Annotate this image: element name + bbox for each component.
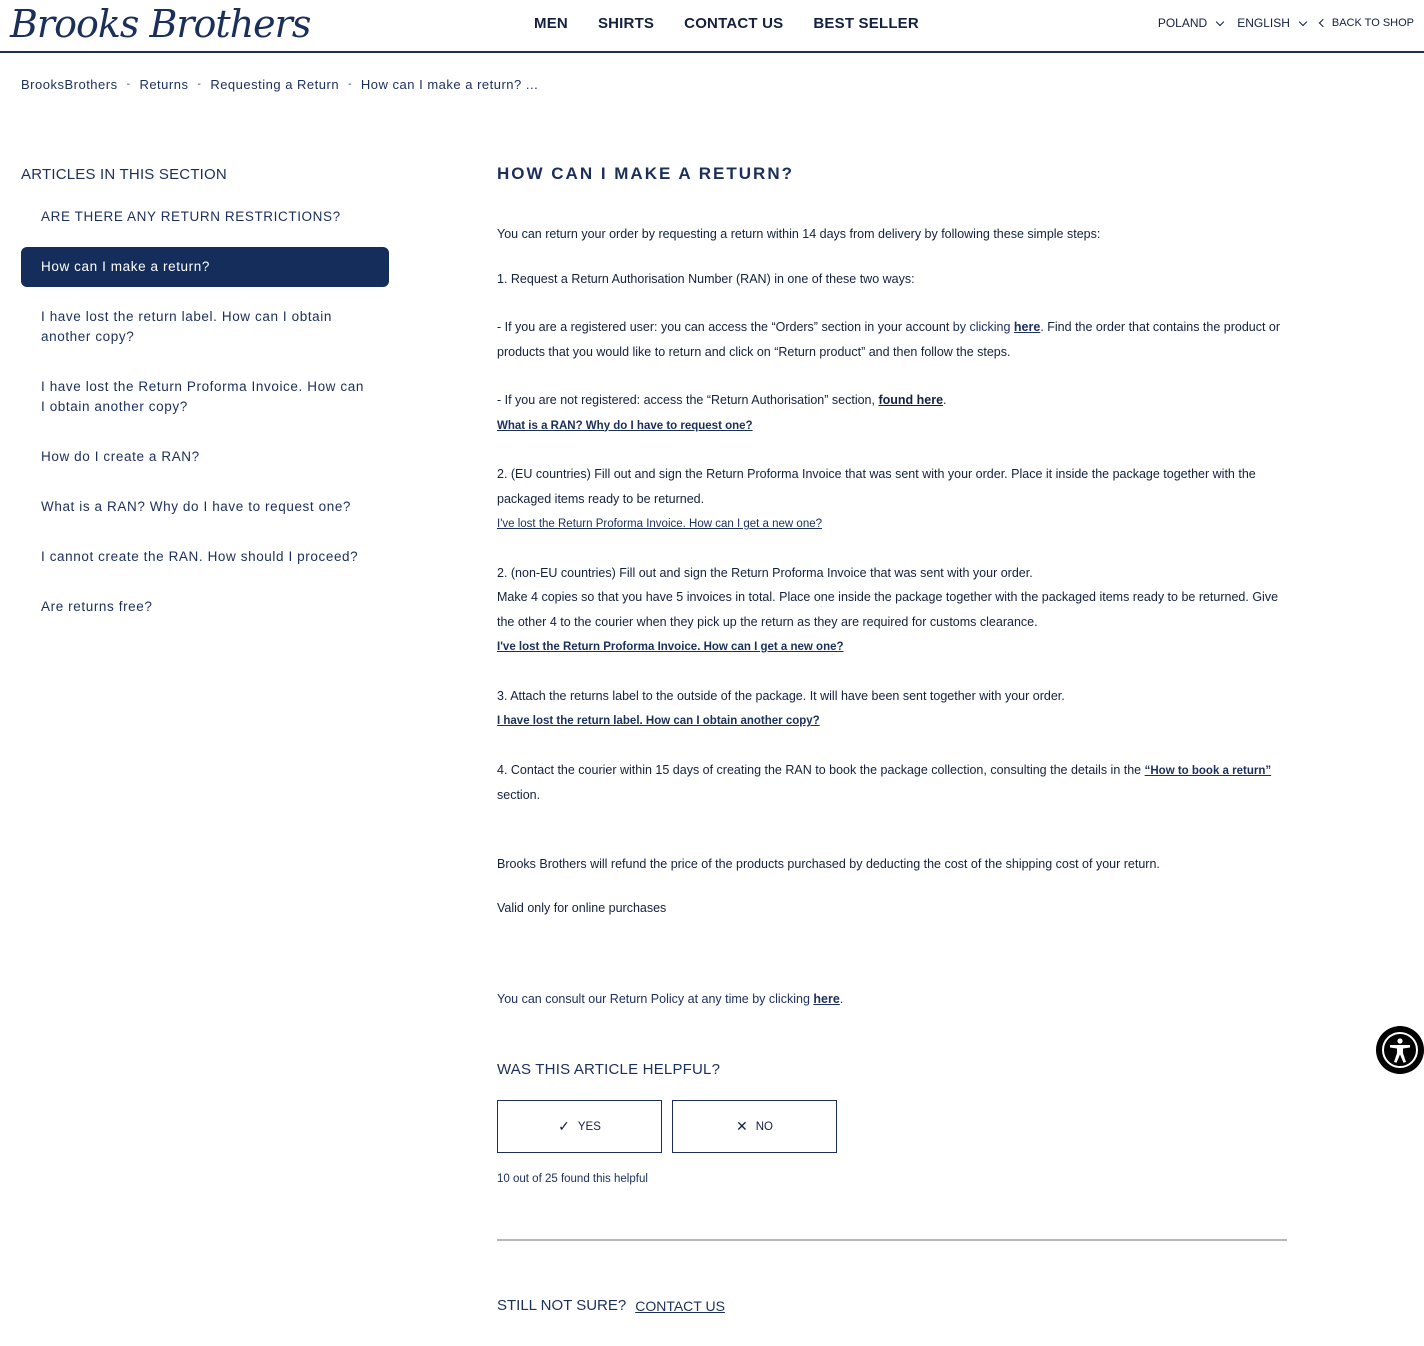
how-to-book-return-link[interactable]: “How to book a return” [1144,764,1272,777]
contact-us-link[interactable]: CONTACT US [635,1297,725,1314]
found-here-link[interactable]: found here [878,393,944,407]
breadcrumb-separator: - [197,79,202,90]
lost-proforma-link-eu[interactable]: I've lost the Return Proforma Invoice. How can I get a new one? [497,518,823,530]
site-header [0,0,1424,53]
step-2-eu: 2. (EU countries) Fill out and sign the Return Proforma Invoice that was sent with your order. Place it inside the package together with the packaged items ready to be returned. [497,467,1256,506]
back-to-shop-link[interactable] [1320,17,1414,29]
chevron-down-icon [1216,17,1224,25]
return-policy-note: You can consult our Return Policy at any time by clicking here. [497,991,844,1006]
article-body [497,164,1289,1314]
language-label: ENGLISH [1237,16,1290,30]
yes-button[interactable]: ✓ YES [497,1100,662,1153]
lost-proforma-link-non-eu[interactable]: I've lost the Return Proforma Invoice. How can I get a new one? [497,641,844,653]
lost-return-label-link[interactable]: I have lost the return label. How can I obtain another copy? [497,715,820,727]
nav-men[interactable]: MEN [534,15,568,32]
divider [497,1239,1287,1241]
language-selector[interactable] [1237,16,1306,30]
breadcrumb-requesting-a-return[interactable]: Requesting a Return [210,77,340,92]
nav-contact-us[interactable]: CONTACT US [684,15,784,32]
breadcrumb-separator: - [126,79,131,90]
brooks-brothers-logo[interactable]: Brooks Brothers [10,2,311,46]
return-policy-here-link[interactable]: here [813,991,840,1006]
valid-note: Valid only for online purchases [497,901,667,915]
back-to-shop-label: BACK TO SHOP [1331,17,1414,29]
helpful-count: 10 out of 25 found this helpful [497,1173,648,1185]
breadcrumb [21,77,538,92]
orders-here-link[interactable]: here [1013,320,1041,334]
no-button[interactable]: ✕ NO [672,1100,837,1153]
sidebar-item-make-a-return[interactable]: How can I make a return? [21,247,389,287]
main-nav [534,15,949,32]
accessibility-icon [1380,1030,1420,1070]
chevron-left-icon [1319,19,1327,27]
step-4: 4. Contact the courier within 15 days of creating the RAN to book the package collection, consulting the details in the “How to book a return” section. [497,762,1272,802]
sidebar-item-returns-free[interactable]: Are returns free? [41,599,153,614]
accessibility-button[interactable] [1376,1026,1424,1074]
step-2-non-eu: 2. (non-EU countries) Fill out and sign the Return Proforma Invoice that was sent with your order. [497,565,1033,580]
nav-shirts[interactable]: SHIRTS [597,15,655,32]
articles-sidebar [21,166,389,647]
sidebar-item-return-restrictions[interactable]: ARE THERE ANY RETURN RESTRICTIONS? [41,209,341,224]
refund-note: Brooks Brothers will refund the price of the products purchased by deducting the cost of the shipping cost of your return. [497,856,1160,871]
header-utilities [1158,16,1414,30]
step-2-non-eu-details: Make 4 copies so that you have 5 invoices in total. Place one inside the package together with the packaged items ready to be returned. Give the other 4 to the courier when they pick up the return as they are required for customs clearance. [497,590,1279,629]
sidebar-item-create-ran[interactable]: How do I create a RAN? [41,449,200,464]
article-intro: You can return your order by requesting a return within 14 days from delivery by following these simple steps: [497,227,1101,241]
still-not-sure [497,1297,1289,1314]
registered-user-instructions: - If you are a registered user: you can access the “Orders” section in your account by clicking here. Find the order that contains the product or products that you would like to return and click on “Return product” and then follow the steps. [497,320,1281,359]
breadcrumb-home[interactable]: BrooksBrothers [21,77,118,92]
chevron-down-icon [1299,17,1307,25]
sidebar-item-what-is-ran[interactable]: What is a RAN? Why do I have to request one? [41,499,352,514]
article-title: HOW CAN I MAKE A RETURN? [497,164,794,183]
country-selector[interactable] [1158,16,1223,30]
check-icon: ✓ [558,1118,570,1134]
sidebar-title: ARTICLES IN THIS SECTION [21,166,227,183]
unregistered-user-instructions: - If you are not registered: access the “Return Authorisation” section, found here. [497,393,947,407]
breadcrumb-separator: - [348,79,352,90]
close-icon: ✕ [736,1118,748,1134]
helpful-question: WAS THIS ARTICLE HELPFUL? [497,1061,721,1078]
still-not-sure-label: STILL NOT SURE? [497,1297,627,1314]
country-label: POLAND [1157,16,1208,30]
sidebar-item-cannot-create-ran[interactable]: I cannot create the RAN. How should I proceed? [41,549,359,564]
breadcrumb-current: How can I make a return? ... [360,77,539,92]
step-1: 1. Request a Return Authorisation Number (RAN) in one of these two ways: [497,271,915,286]
nav-best-seller[interactable]: BEST SELLER [813,15,919,32]
what-is-ran-link[interactable]: What is a RAN? Why do I have to request one? [497,419,753,432]
sidebar-item-lost-return-label[interactable]: I have lost the return label. How can I obtain another copy? [41,309,333,344]
sidebar-item-lost-proforma-invoice[interactable]: I have lost the Return Proforma Invoice. How can I obtain another copy? [41,379,364,414]
feedback-buttons [497,1100,1289,1153]
breadcrumb-returns[interactable]: Returns [139,77,189,92]
step-3: 3. Attach the returns label to the outside of the package. It will have been sent together with your order. [497,688,1065,703]
